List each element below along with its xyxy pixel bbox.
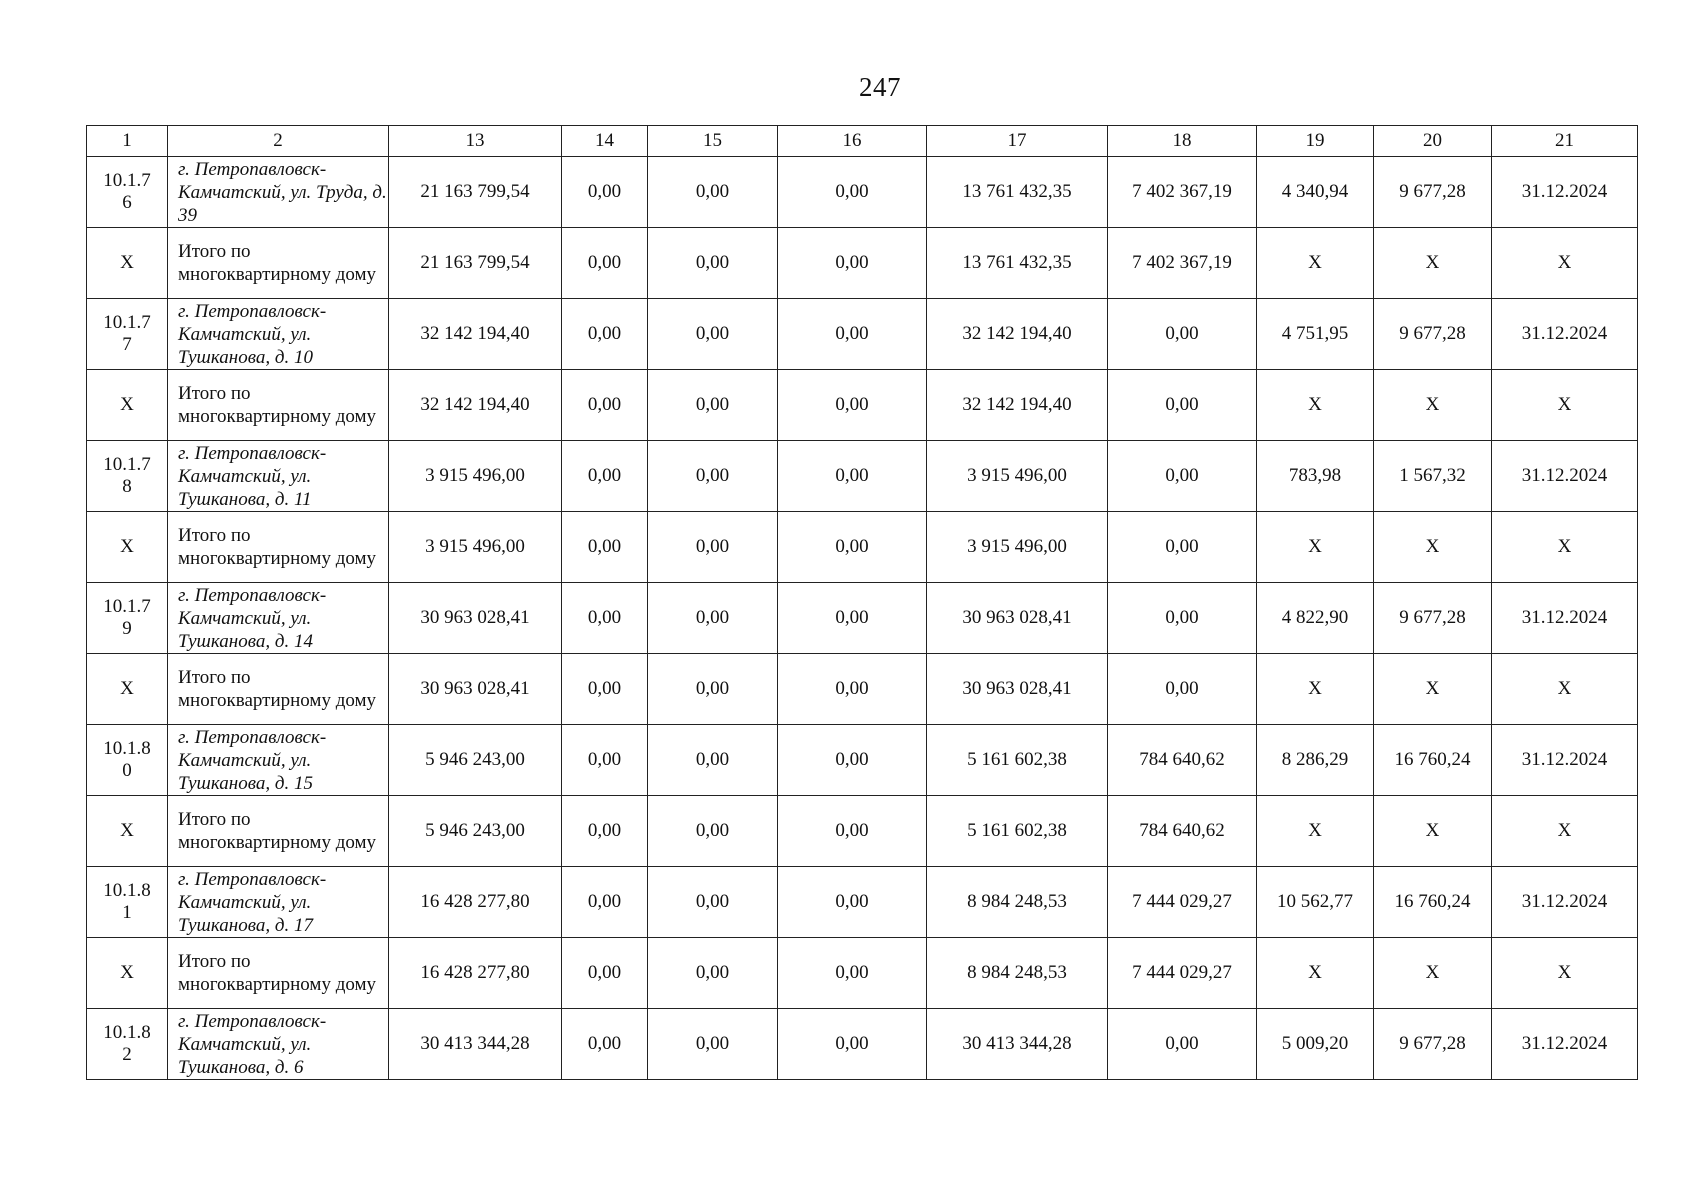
cell-col-21: Х (1492, 370, 1638, 441)
cell-col-15: 0,00 (648, 1009, 778, 1080)
cell-col-16: 0,00 (778, 654, 927, 725)
cell-col-17: 32 142 194,40 (927, 370, 1108, 441)
cell-col-20: 16 760,24 (1374, 725, 1492, 796)
table-row-total (87, 654, 1638, 725)
cell-col-14: 0,00 (562, 867, 648, 938)
row-number-cell: Х (87, 796, 168, 867)
cell-col-17: 13 761 432,35 (927, 157, 1108, 228)
cell-col-14: 0,00 (562, 441, 648, 512)
cell-col-16: 0,00 (778, 938, 927, 1009)
cell-col-20: 1 567,32 (1374, 441, 1492, 512)
row-number-cell: Х (87, 938, 168, 1009)
cell-col-18: 7 444 029,27 (1108, 867, 1257, 938)
cell-col-16: 0,00 (778, 725, 927, 796)
page-number: 247 (859, 72, 901, 102)
cell-col-14: 0,00 (562, 654, 648, 725)
cell-col-17: 30 963 028,41 (927, 583, 1108, 654)
cell-col-15: 0,00 (648, 441, 778, 512)
cell-col-18: 0,00 (1108, 583, 1257, 654)
cell-col-14: 0,00 (562, 938, 648, 1009)
row-number-cell: Х (87, 370, 168, 441)
cell-col-13: 32 142 194,40 (389, 299, 562, 370)
cell-col-19: Х (1257, 796, 1374, 867)
cell-col-15: 0,00 (648, 157, 778, 228)
cell-col-20: Х (1374, 654, 1492, 725)
table-row-house (87, 157, 1638, 228)
cell-col-15: 0,00 (648, 938, 778, 1009)
cell-col-13: 30 963 028,41 (389, 654, 562, 725)
column-header: 1 (87, 126, 168, 157)
table-row-total (87, 370, 1638, 441)
cell-col-21: 31.12.2024 (1492, 867, 1638, 938)
cell-col-19: 5 009,20 (1257, 1009, 1374, 1080)
table-row-house (87, 1009, 1638, 1080)
cell-col-15: 0,00 (648, 725, 778, 796)
cell-col-17: 8 984 248,53 (927, 867, 1108, 938)
cell-col-19: 8 286,29 (1257, 725, 1374, 796)
column-header: 16 (778, 126, 927, 157)
cell-col-18: 7 444 029,27 (1108, 938, 1257, 1009)
cell-col-17: 30 413 344,28 (927, 1009, 1108, 1080)
cell-col-20: 16 760,24 (1374, 867, 1492, 938)
cell-col-16: 0,00 (778, 157, 927, 228)
row-number-cell: 10.1.8 0 (87, 725, 168, 796)
cell-col-20: 9 677,28 (1374, 299, 1492, 370)
cell-col-17: 32 142 194,40 (927, 299, 1108, 370)
total-label-cell: Итого по многоквартирному дому (168, 654, 389, 725)
cell-col-16: 0,00 (778, 299, 927, 370)
column-header: 15 (648, 126, 778, 157)
cell-col-19: Х (1257, 370, 1374, 441)
cell-col-18: 0,00 (1108, 654, 1257, 725)
cell-col-21: Х (1492, 228, 1638, 299)
cell-col-21: Х (1492, 654, 1638, 725)
cell-col-15: 0,00 (648, 228, 778, 299)
total-label-cell: Итого по многоквартирному дому (168, 370, 389, 441)
data-table (86, 125, 1638, 1080)
cell-col-15: 0,00 (648, 583, 778, 654)
cell-col-19: 10 562,77 (1257, 867, 1374, 938)
cell-col-18: 0,00 (1108, 1009, 1257, 1080)
cell-col-13: 16 428 277,80 (389, 938, 562, 1009)
cell-col-21: Х (1492, 796, 1638, 867)
cell-col-14: 0,00 (562, 725, 648, 796)
column-header: 18 (1108, 126, 1257, 157)
cell-col-18: 0,00 (1108, 299, 1257, 370)
cell-col-13: 3 915 496,00 (389, 441, 562, 512)
cell-col-14: 0,00 (562, 1009, 648, 1080)
cell-col-16: 0,00 (778, 512, 927, 583)
cell-col-15: 0,00 (648, 512, 778, 583)
cell-col-17: 3 915 496,00 (927, 441, 1108, 512)
total-label-cell: Итого по многоквартирному дому (168, 228, 389, 299)
cell-col-18: 0,00 (1108, 441, 1257, 512)
column-header: 21 (1492, 126, 1638, 157)
address-cell: г. Петропавловск-Камчатский, ул. Тушканова, д. 14 (168, 583, 389, 654)
cell-col-19: Х (1257, 512, 1374, 583)
address-cell: г. Петропавловск-Камчатский, ул. Тушканова, д. 15 (168, 725, 389, 796)
cell-col-13: 32 142 194,40 (389, 370, 562, 441)
cell-col-16: 0,00 (778, 228, 927, 299)
cell-col-16: 0,00 (778, 1009, 927, 1080)
cell-col-18: 0,00 (1108, 370, 1257, 441)
column-header: 13 (389, 126, 562, 157)
cell-col-13: 3 915 496,00 (389, 512, 562, 583)
cell-col-21: Х (1492, 938, 1638, 1009)
address-cell: г. Петропавловск-Камчатский, ул. Тушканова, д. 10 (168, 299, 389, 370)
cell-col-14: 0,00 (562, 370, 648, 441)
cell-col-21: Х (1492, 512, 1638, 583)
cell-col-19: 4 822,90 (1257, 583, 1374, 654)
cell-col-16: 0,00 (778, 441, 927, 512)
table-header (87, 126, 1638, 157)
cell-col-16: 0,00 (778, 370, 927, 441)
cell-col-21: 31.12.2024 (1492, 1009, 1638, 1080)
cell-col-16: 0,00 (778, 796, 927, 867)
cell-col-14: 0,00 (562, 796, 648, 867)
cell-col-21: 31.12.2024 (1492, 299, 1638, 370)
total-label-cell: Итого по многоквартирному дому (168, 938, 389, 1009)
row-number-cell: Х (87, 228, 168, 299)
cell-col-17: 5 161 602,38 (927, 725, 1108, 796)
table-row-house (87, 299, 1638, 370)
row-number-cell: Х (87, 512, 168, 583)
column-header: 20 (1374, 126, 1492, 157)
row-number-cell: 10.1.8 2 (87, 1009, 168, 1080)
cell-col-17: 5 161 602,38 (927, 796, 1108, 867)
table-row-total (87, 796, 1638, 867)
cell-col-13: 5 946 243,00 (389, 796, 562, 867)
cell-col-19: Х (1257, 654, 1374, 725)
cell-col-15: 0,00 (648, 370, 778, 441)
table-body (87, 157, 1638, 1080)
table-row-house (87, 725, 1638, 796)
cell-col-15: 0,00 (648, 654, 778, 725)
cell-col-14: 0,00 (562, 157, 648, 228)
cell-col-21: 31.12.2024 (1492, 725, 1638, 796)
header-row (87, 126, 1638, 157)
cell-col-13: 16 428 277,80 (389, 867, 562, 938)
table-row-total (87, 228, 1638, 299)
cell-col-15: 0,00 (648, 299, 778, 370)
cell-col-19: Х (1257, 228, 1374, 299)
address-cell: г. Петропавловск-Камчатский, ул. Тушканова, д. 17 (168, 867, 389, 938)
cell-col-19: 4 340,94 (1257, 157, 1374, 228)
cell-col-20: Х (1374, 512, 1492, 583)
cell-col-21: 31.12.2024 (1492, 157, 1638, 228)
cell-col-13: 21 163 799,54 (389, 228, 562, 299)
address-cell: г. Петропавловск-Камчатский, ул. Труда, д. 39 (168, 157, 389, 228)
cell-col-19: 4 751,95 (1257, 299, 1374, 370)
cell-col-17: 3 915 496,00 (927, 512, 1108, 583)
cell-col-15: 0,00 (648, 867, 778, 938)
cell-col-17: 13 761 432,35 (927, 228, 1108, 299)
cell-col-19: 783,98 (1257, 441, 1374, 512)
cell-col-16: 0,00 (778, 867, 927, 938)
row-number-cell: Х (87, 654, 168, 725)
cell-col-19: Х (1257, 938, 1374, 1009)
cell-col-16: 0,00 (778, 583, 927, 654)
row-number-cell: 10.1.7 8 (87, 441, 168, 512)
cell-col-21: 31.12.2024 (1492, 583, 1638, 654)
cell-col-13: 30 963 028,41 (389, 583, 562, 654)
cell-col-14: 0,00 (562, 299, 648, 370)
cell-col-20: 9 677,28 (1374, 1009, 1492, 1080)
cell-col-18: 7 402 367,19 (1108, 157, 1257, 228)
cell-col-20: 9 677,28 (1374, 583, 1492, 654)
column-header: 19 (1257, 126, 1374, 157)
cell-col-18: 784 640,62 (1108, 796, 1257, 867)
column-header: 14 (562, 126, 648, 157)
table-row-house (87, 583, 1638, 654)
column-header: 2 (168, 126, 389, 157)
cell-col-13: 5 946 243,00 (389, 725, 562, 796)
cell-col-15: 0,00 (648, 796, 778, 867)
cell-col-18: 0,00 (1108, 512, 1257, 583)
cell-col-20: 9 677,28 (1374, 157, 1492, 228)
cell-col-13: 21 163 799,54 (389, 157, 562, 228)
cell-col-20: Х (1374, 370, 1492, 441)
cell-col-18: 7 402 367,19 (1108, 228, 1257, 299)
total-label-cell: Итого по многоквартирному дому (168, 512, 389, 583)
cell-col-20: Х (1374, 228, 1492, 299)
cell-col-17: 8 984 248,53 (927, 938, 1108, 1009)
cell-col-21: 31.12.2024 (1492, 441, 1638, 512)
row-number-cell: 10.1.7 7 (87, 299, 168, 370)
cell-col-14: 0,00 (562, 583, 648, 654)
cell-col-14: 0,00 (562, 512, 648, 583)
cell-col-18: 784 640,62 (1108, 725, 1257, 796)
cell-col-17: 30 963 028,41 (927, 654, 1108, 725)
cell-col-20: Х (1374, 796, 1492, 867)
total-label-cell: Итого по многоквартирному дому (168, 796, 389, 867)
table-row-total (87, 512, 1638, 583)
table-row-total (87, 938, 1638, 1009)
table-row-house (87, 867, 1638, 938)
row-number-cell: 10.1.7 9 (87, 583, 168, 654)
cell-col-20: Х (1374, 938, 1492, 1009)
column-header: 17 (927, 126, 1108, 157)
table-row-house (87, 441, 1638, 512)
address-cell: г. Петропавловск-Камчатский, ул. Тушканова, д. 6 (168, 1009, 389, 1080)
cell-col-14: 0,00 (562, 228, 648, 299)
cell-col-13: 30 413 344,28 (389, 1009, 562, 1080)
row-number-cell: 10.1.7 6 (87, 157, 168, 228)
row-number-cell: 10.1.8 1 (87, 867, 168, 938)
address-cell: г. Петропавловск-Камчатский, ул. Тушканова, д. 11 (168, 441, 389, 512)
